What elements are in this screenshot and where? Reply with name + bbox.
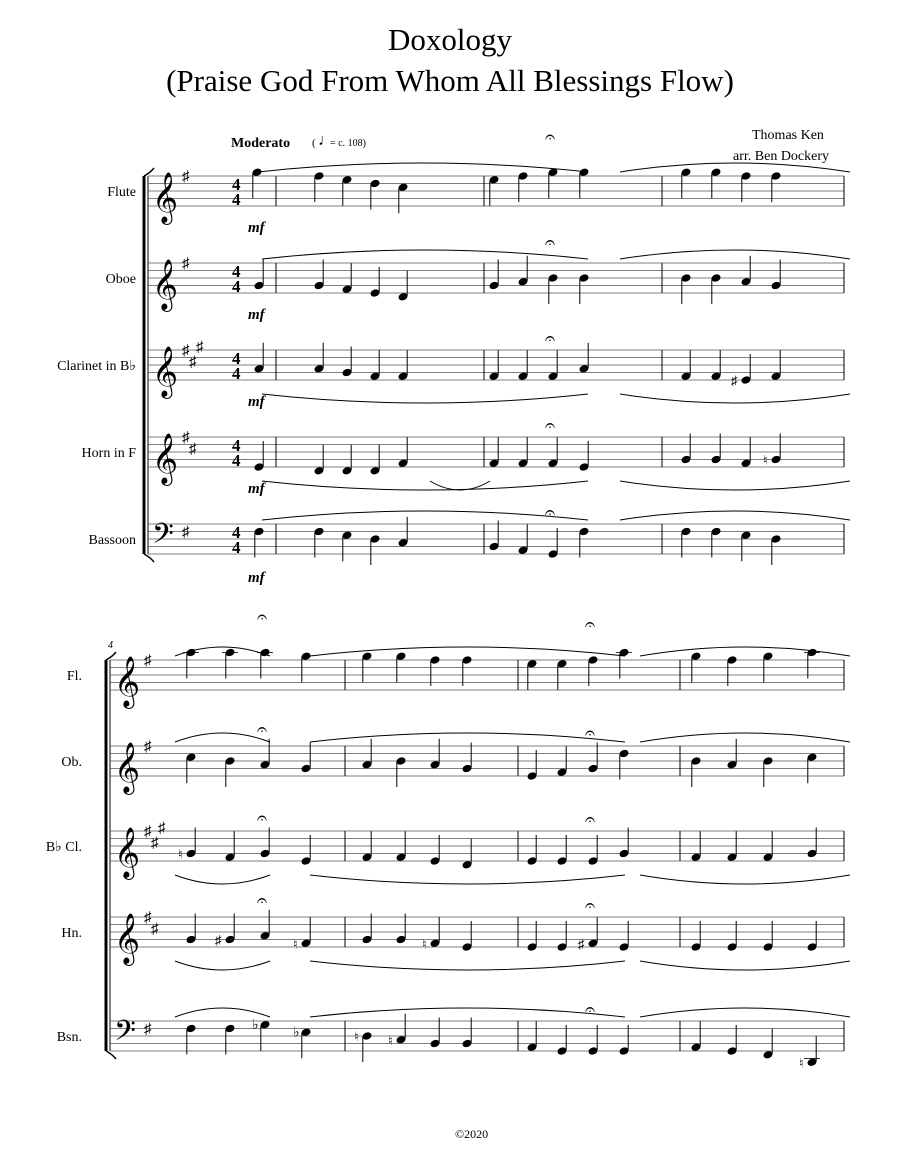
fermata-icon: 𝄐: [545, 415, 556, 435]
slur: [640, 875, 850, 884]
accidental-flat: ♭: [252, 1017, 259, 1033]
measure-number: 4: [108, 640, 113, 651]
slur: [310, 733, 625, 742]
time-signature-bottom: 4: [232, 538, 241, 557]
instrument-label: Bassoon: [88, 533, 136, 548]
dynamic-marking: mf: [248, 481, 265, 497]
treble-clef-icon: 𝄞: [114, 828, 141, 877]
key-signature-sharp: ♯: [158, 820, 166, 837]
dynamic-marking: mf: [248, 394, 265, 410]
tempo-marking: Moderato: [231, 136, 291, 151]
instrument-label: Horn in F: [81, 446, 136, 461]
slur: [620, 163, 850, 172]
time-signature-bottom: 4: [232, 451, 241, 470]
slur: [258, 163, 588, 172]
treble-clef-icon: 𝄞: [152, 173, 179, 222]
score-title: Doxology: [388, 22, 512, 57]
instrument-label: B♭ Cl.: [45, 840, 82, 855]
time-signature-top: 4: [232, 523, 241, 542]
instrument-label: Clarinet in B♭: [57, 359, 136, 374]
composer-credit: Thomas Ken: [752, 128, 824, 143]
slur: [640, 961, 850, 970]
key-signature-sharp: ♯: [151, 835, 159, 852]
key-signature-sharp: ♯: [144, 1021, 152, 1038]
time-signature-bottom: 4: [232, 190, 241, 209]
key-signature-sharp: ♯: [182, 256, 190, 272]
fermata-icon: 𝄐: [545, 232, 556, 252]
time-signature-top: 4: [232, 175, 241, 194]
time-signature-top: 4: [232, 262, 241, 281]
fermata-icon: 𝄐: [585, 809, 596, 829]
fermata-icon: 𝄐: [585, 895, 596, 915]
fermata-icon: 𝄐: [257, 889, 268, 910]
treble-clef-icon: 𝄞: [152, 347, 179, 396]
slur: [620, 394, 850, 403]
fermata-icon: 𝄐: [545, 126, 556, 147]
dynamic-marking: mf: [248, 220, 265, 236]
accidental-sharp: ♯: [578, 936, 585, 952]
accidental-natural: ♮: [293, 936, 298, 952]
fermata-icon: 𝄐: [585, 614, 596, 634]
score-subtitle: (Praise God From Whom All Blessings Flow): [166, 63, 734, 98]
bass-clef-icon: 𝄢: [152, 519, 174, 557]
time-signature-top: 4: [232, 349, 241, 368]
tempo-value: = c. 108): [330, 138, 366, 149]
fermata-icon: 𝄐: [585, 722, 596, 743]
slur: [262, 394, 588, 403]
slur: [262, 481, 588, 490]
fermata-icon: 𝄐: [585, 999, 596, 1019]
bass-clef-icon: 𝄢: [114, 1016, 136, 1054]
treble-clef-icon: 𝄞: [114, 914, 141, 963]
instrument-label: Ob.: [61, 755, 82, 770]
accidental-natural: ♮: [178, 846, 183, 862]
key-signature-sharp: ♯: [151, 921, 159, 938]
slur: [262, 511, 588, 520]
slur: [262, 250, 588, 259]
accidental-natural: ♮: [422, 936, 427, 952]
slur: [175, 733, 270, 742]
dynamic-marking: mf: [248, 570, 265, 586]
slur: [310, 961, 625, 970]
slur: [620, 250, 850, 259]
slur: [310, 1008, 625, 1017]
treble-clef-icon: 𝄞: [152, 260, 179, 309]
instrument-label: Flute: [107, 185, 136, 200]
slur: [310, 647, 625, 656]
fermata-icon: 𝄐: [545, 502, 556, 522]
key-signature-sharp: ♯: [182, 343, 190, 359]
fermata-icon: 𝄐: [257, 606, 268, 627]
instrument-label: Bsn.: [56, 1030, 82, 1045]
slur: [620, 511, 850, 520]
accidental-sharp: ♯: [215, 932, 222, 948]
accidental-flat: ♭: [293, 1025, 300, 1041]
treble-clef-icon: 𝄞: [114, 657, 141, 706]
fermata-icon: 𝄐: [545, 328, 556, 348]
slur: [175, 961, 270, 970]
time-signature-bottom: 4: [232, 277, 241, 296]
key-signature-sharp: ♯: [189, 441, 197, 458]
slur: [175, 1008, 270, 1017]
slur: [640, 647, 850, 656]
fermata-icon: 𝄐: [257, 718, 268, 739]
key-signature-sharp: ♯: [182, 169, 190, 185]
time-signature-bottom: 4: [232, 364, 241, 383]
tempo-open-paren: (: [312, 137, 316, 149]
instrument-label: Fl.: [66, 669, 82, 684]
slur: [620, 481, 850, 490]
accidental-sharp: ♯: [731, 373, 738, 388]
dynamic-marking: mf: [248, 307, 265, 323]
key-signature-sharp: ♯: [144, 824, 152, 840]
key-signature-sharp: ♯: [189, 354, 197, 371]
copyright-notice: ©2020: [455, 1127, 489, 1141]
key-signature-sharp: ♯: [182, 524, 190, 541]
slur: [175, 875, 270, 884]
key-signature-sharp: ♯: [182, 430, 190, 446]
instrument-label: Hn.: [61, 926, 82, 941]
accidental-natural: ♮: [388, 1032, 393, 1048]
treble-clef-icon: 𝄞: [152, 434, 179, 483]
key-signature-sharp: ♯: [144, 910, 152, 926]
time-signature-top: 4: [232, 436, 241, 455]
fermata-icon: 𝄐: [257, 807, 268, 828]
tempo-note-icon: ♩: [318, 132, 334, 149]
arranger-credit: arr. Ben Dockery: [733, 149, 830, 164]
treble-clef-icon: 𝄞: [114, 743, 141, 792]
instrument-label: Oboe: [105, 272, 136, 287]
slur: [640, 733, 850, 742]
accidental-natural: ♮: [354, 1029, 359, 1044]
accidental-natural: ♮: [763, 452, 768, 468]
key-signature-sharp: ♯: [144, 739, 152, 755]
slur: [310, 875, 625, 884]
accidental-natural: ♮: [799, 1055, 804, 1071]
slur: [640, 1008, 850, 1017]
key-signature-sharp: ♯: [196, 339, 204, 356]
key-signature-sharp: ♯: [144, 653, 152, 669]
